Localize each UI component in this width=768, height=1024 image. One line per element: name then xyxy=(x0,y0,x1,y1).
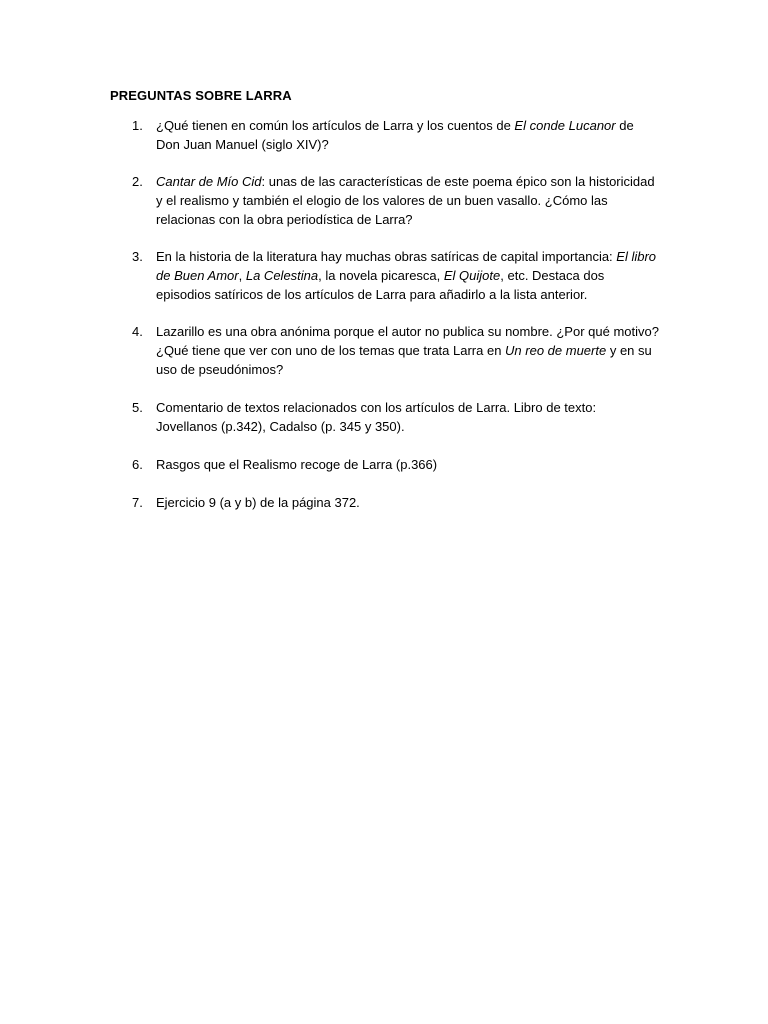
question-text: Comentario de textos relacionados con los artículos de Larra. Libro de texto: Jovellanos (p.342), Cadalso (p. 345 y 350). xyxy=(156,400,597,434)
question-number: 2. xyxy=(132,174,143,189)
question-text: En la historia de la literatura hay muchas obras satíricas de capital importancia: El libro de Buen Amor, La Celestina, la novela picaresca, El Quijote, etc. Destaca dos episodios satíricos de los artículos de Larra para añadirlo a la lista anterior. xyxy=(156,249,657,302)
question-text: Ejercicio 9 (a y b) de la página 372. xyxy=(156,495,360,510)
question-number: 1. xyxy=(132,118,143,133)
book-title: El Quijote xyxy=(443,268,501,283)
question-number: 7. xyxy=(132,495,143,510)
document-title: PREGUNTAS SOBRE LARRA xyxy=(110,88,292,103)
question-number: 5. xyxy=(132,400,143,415)
question-number: 4. xyxy=(132,324,143,339)
book-title: El conde Lucanor xyxy=(514,118,616,133)
book-title: Cantar de Mío Cid xyxy=(156,174,262,189)
book-title: Un reo de muerte xyxy=(505,343,607,358)
book-title: La Celestina xyxy=(245,268,319,283)
question-text: Cantar de Mío Cid: unas de las características de este poema épico son la historicidad y el realismo y también el elogio de los valores de un buen vasallo. ¿Cómo las relacionas con la obra periodística de Larra? xyxy=(156,174,655,227)
question-number: 6. xyxy=(132,457,143,472)
question-number: 3. xyxy=(132,249,143,264)
book-title: El libro de Buen Amor xyxy=(156,249,657,283)
question-text: Rasgos que el Realismo recoge de Larra (p.366) xyxy=(156,457,438,472)
question-text: ¿Qué tienen en común los artículos de Larra y los cuentos de El conde Lucanor de Don Juan Manuel (siglo XIV)? xyxy=(156,118,634,152)
question-text: Lazarillo es una obra anónima porque el autor no publica su nombre. ¿Por qué motivo? ¿Qué tiene que ver con uno de los temas que trata Larra en Un reo de muerte y en su uso de pseudónimos? xyxy=(156,324,659,377)
